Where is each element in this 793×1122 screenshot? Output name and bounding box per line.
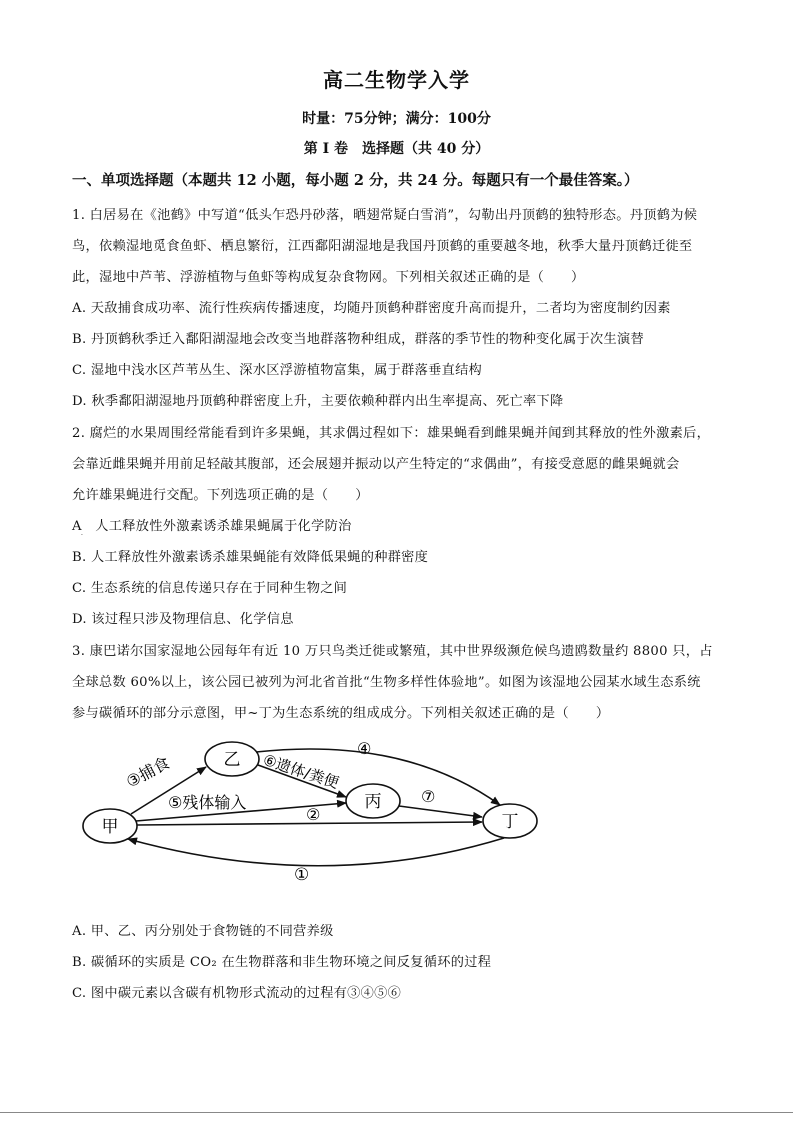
node-ding-label: 丁 [501, 812, 519, 832]
q2-stem-line-2: 会靠近雌果蝇并用前足轻敲其腹部，还会展翅并振动以产生特定的“求偶曲”，有接受意愿的雌果蝇就会 [72, 457, 680, 472]
q2-stem-line-1: 2. 腐烂的水果周围经常能看到许多果蝇，其求偶过程如下：雄果蝇看到雌果蝇并闻到其释放的性外激素后， [72, 426, 711, 441]
q3-option-c: C. 图中碳元素以含碳有机物形式流动的过程有③④⑤⑥ [72, 986, 402, 1001]
label-3: ③捕食 [122, 752, 173, 792]
carbon-cycle-diagram [74, 728, 544, 888]
q1-stem-line-1: 1. 白居易在《池鹤》中写道“低头乍恐丹砂落，晒翅常疑白雪消”，勾勒出丹顶鹤的独特形态。丹顶鹤为候 [72, 208, 698, 223]
page-bottom-rule [0, 1112, 793, 1113]
label-1: ① [294, 865, 310, 885]
q1-option-d: D. 秋季鄱阳湖湿地丹顶鹤种群密度上升，主要依赖种群内出生率提高、死亡率下降 [72, 394, 564, 409]
label-6: ⑥遗体/粪便 [260, 750, 341, 793]
node-bing-label: 丙 [364, 792, 382, 812]
q3-option-a: A. 甲、乙、丙分别处于食物链的不同营养级 [72, 924, 334, 939]
q2-option-d: D. 该过程只涉及物理信息、化学信息 [72, 612, 294, 627]
label-7: ⑦ [421, 787, 436, 806]
q2-option-a: A 人工释放性外激素诱杀雄果蝇属于化学防治 [72, 519, 352, 534]
q3-stem-line-3: 参与碳循环的部分示意图，甲~丁为生态系统的组成成分。下列相关叙述正确的是（ ） [72, 706, 610, 721]
q2-stem-line-3: 允许雄果蝇进行交配。下列选项正确的是（ ） [72, 488, 369, 503]
q1-stem-line-2: 鸟，依赖湿地觅食鱼虾、栖息繁衍，江西鄱阳湖湿地是我国丹顶鹤的重要越冬地，秋季大量丹顶鹤迁徙至 [72, 239, 693, 254]
q1-option-a: A. 天敌捕食成功率、流行性疾病传播速度，均随丹顶鹤种群密度升高而提升，二者均为密度制约因素 [72, 301, 671, 316]
q3-stem-line-2: 全球总数 60%以上，该公园已被列为河北省首批“生物多样性体验地”。如图为该湿地公园某水域生态系统 [72, 675, 701, 690]
q1-option-c: C. 湿地中浅水区芦苇丛生、深水区浮游植物富集，属于群落垂直结构 [72, 363, 483, 378]
part-heading: 第 I 卷 选择题（共 40 分） [303, 141, 490, 157]
q3-option-b: B. 碳循环的实质是 CO₂ 在生物群落和非生物环境之间反复循环的过程 [72, 955, 492, 970]
q2-option-c: C. 生态系统的信息传递只存在于同种生物之间 [72, 581, 348, 596]
label-2: ② [306, 805, 321, 824]
label-4: ④ [357, 739, 372, 758]
page-title: 高二生物学入学 [323, 68, 470, 92]
q1-option-b: B. 丹顶鹤秋季迁入鄱阳湖湿地会改变当地群落物种组成，群落的季节性的物种变化属于次生演替 [72, 332, 644, 347]
q3-stem-line-1: 3. 康巴诺尔国家湿地公园每年有近 10 万只鸟类迁徙或繁殖，其中世界级濒危候鸟遗鸥数量约 8800 只，占 [72, 644, 713, 659]
q1-stem-line-3: 此，湿地中芦苇、浮游植物与鱼虾等构成复杂食物网。下列相关叙述正确的是（ ） [72, 270, 585, 285]
q2-option-b: B. 人工释放性外激素诱杀雄果蝇能有效降低果蝇的种群密度 [72, 550, 429, 565]
arrow-7 [399, 806, 482, 817]
label-5: ⑤残体输入 [168, 793, 247, 812]
node-jia-label: 甲 [101, 817, 119, 837]
section-heading: 一、单项选择题（本题共 12 小题，每小题 2 分，共 24 分。每题只有一个最佳答案。） [72, 172, 639, 189]
arrow-1 [128, 838, 504, 866]
stray-mark: · [81, 532, 83, 539]
exam-info: 时量：75分钟；满分：100分 [302, 111, 491, 127]
node-yi-label: 乙 [223, 750, 241, 770]
